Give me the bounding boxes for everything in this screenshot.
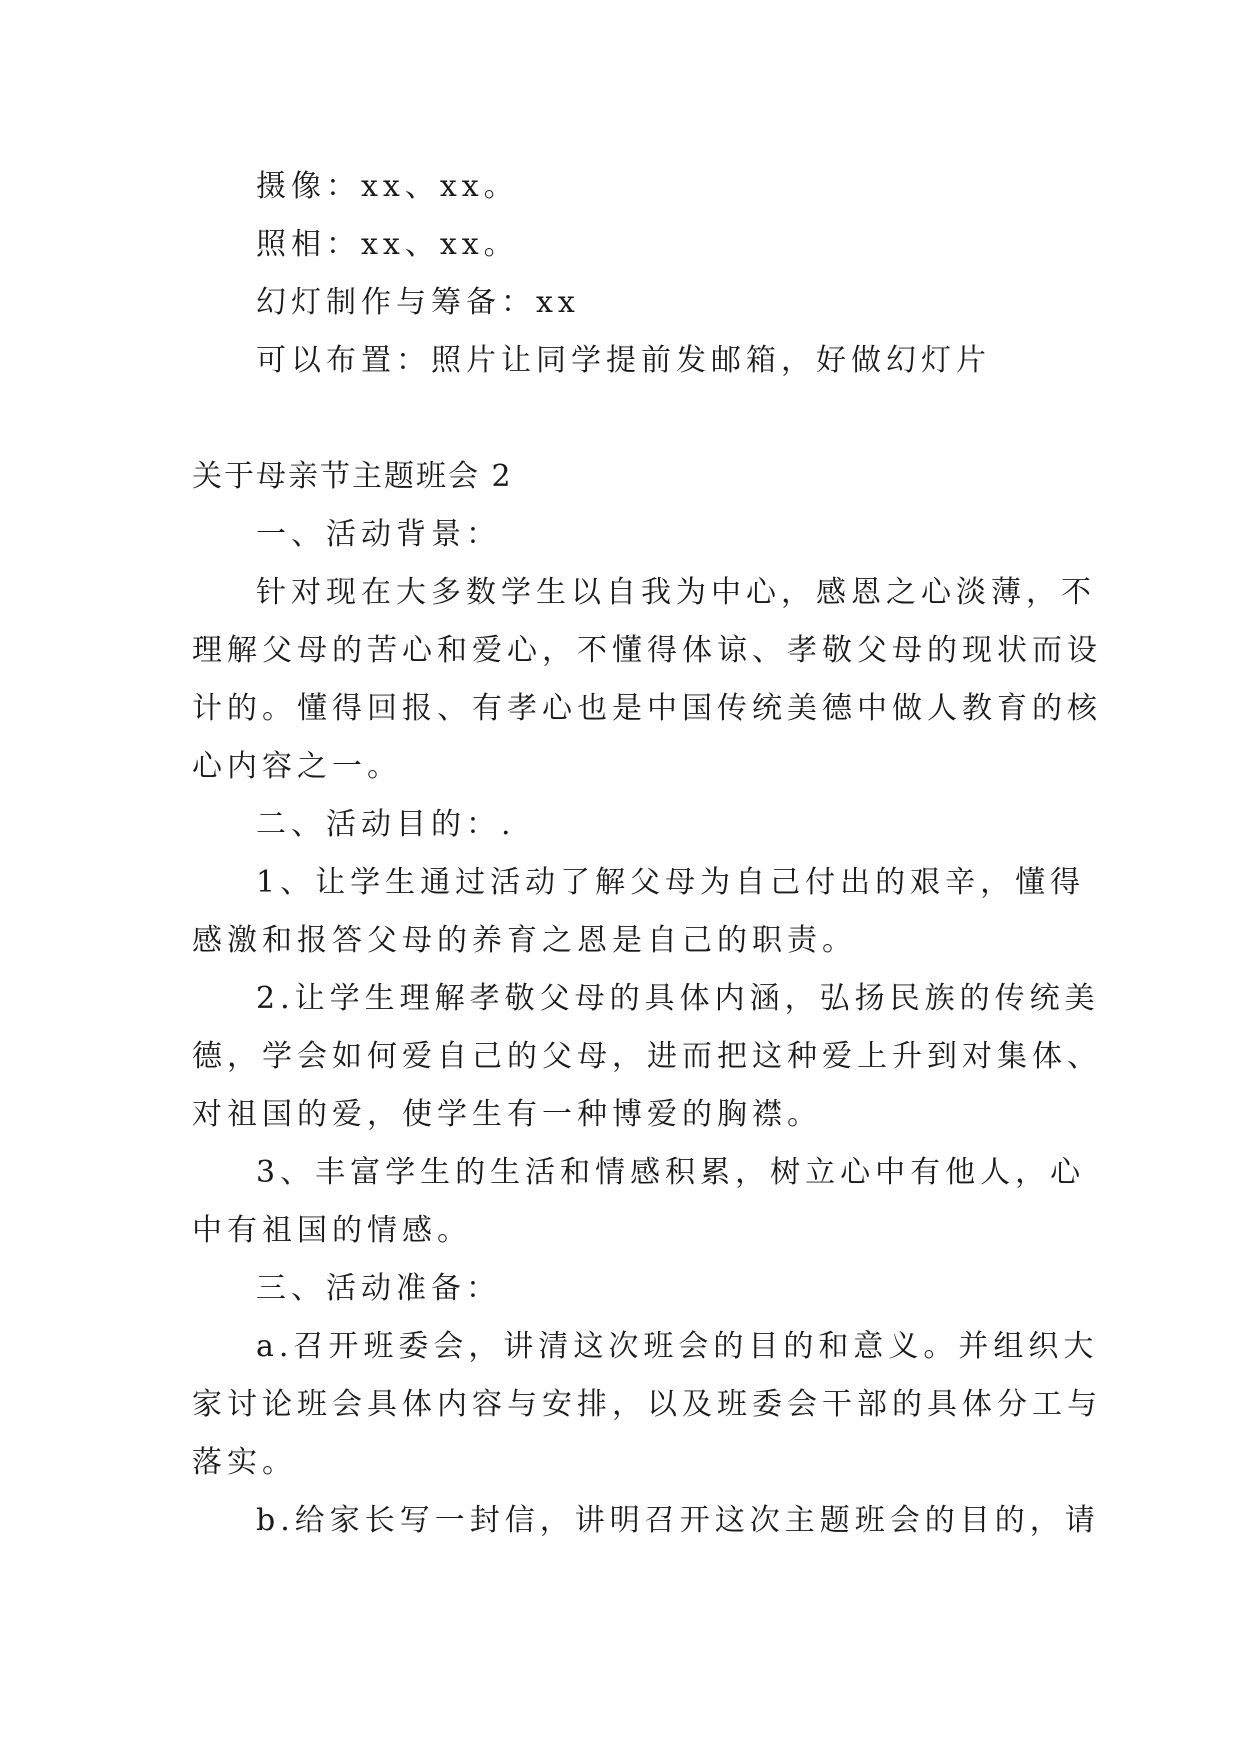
paragraph-line: 2.让学生理解孝敬父母的具体内涵，弘扬民族的传统美 [256, 981, 1100, 1016]
paragraph-line: 对祖国的爱，使学生有一种博爱的胸襟。 [192, 1097, 822, 1132]
line-photo: 照相：xx、xx。 [256, 227, 519, 262]
paragraph-line: 计的。懂得回报、有孝心也是中国传统美德中做人教育的核 [192, 691, 1102, 726]
paragraph-line: 家讨论班会具体内容与安排，以及班委会干部的具体分工与 [192, 1387, 1102, 1422]
line-arrangement: 可以布置：照片让同学提前发邮箱，好做幻灯片 [256, 343, 991, 378]
line-slides: 幻灯制作与筹备：xx [256, 285, 580, 320]
paragraph-line: 3、丰富学生的生活和情感积累，树立心中有他人，心 [256, 1155, 1086, 1190]
paragraph-line: 落实。 [192, 1445, 297, 1480]
paragraph-line: 1、让学生通过活动了解父母为自己付出的艰辛，懂得 [256, 865, 1086, 900]
section-title: 关于母亲节主题班会 2 [192, 459, 513, 494]
heading-background: 一、活动背景： [256, 517, 501, 552]
paragraph-line: b.给家长写一封信，讲明召开这次主题班会的目的，请 [256, 1503, 1100, 1538]
paragraph-line: 理解父母的苦心和爱心，不懂得体谅、孝敬父母的现状而设 [192, 633, 1102, 668]
paragraph-line: 心内容之一。 [192, 749, 402, 784]
paragraph-line: 德，学会如何爱自己的父母，进而把这种爱上升到对集体、 [192, 1039, 1102, 1074]
heading-goals: 二、活动目的：. [256, 807, 516, 842]
paragraph-line: 感激和报答父母的养育之恩是自己的职责。 [192, 923, 857, 958]
paragraph-line: 中有祖国的情感。 [192, 1213, 472, 1248]
heading-preparation: 三、活动准备： [256, 1271, 501, 1306]
line-camera: 摄像：xx、xx。 [256, 169, 519, 204]
paragraph-line: 针对现在大多数学生以自我为中心，感恩之心淡薄，不 [256, 575, 1096, 610]
paragraph-line: a.召开班委会，讲清这次班会的目的和意义。并组织大 [256, 1329, 1099, 1364]
